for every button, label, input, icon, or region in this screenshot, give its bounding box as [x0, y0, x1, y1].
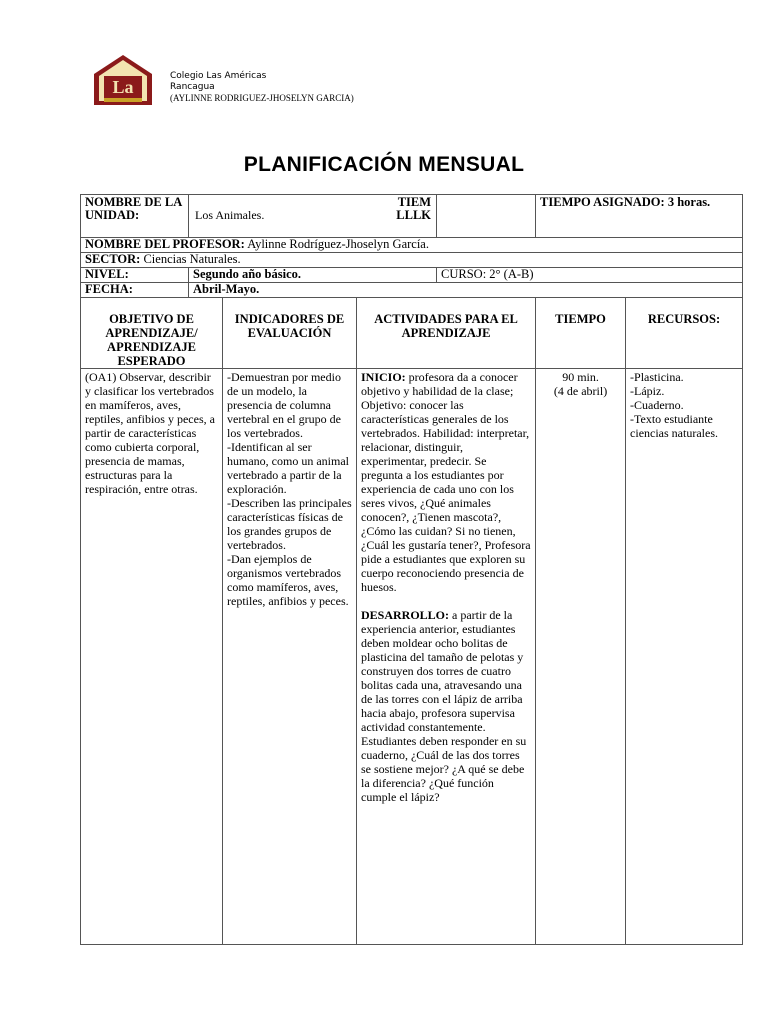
unit-label: NOMBRE DE LA UNIDAD:: [81, 195, 189, 238]
date-row: [81, 283, 743, 298]
page-title: PLANIFICACIÓN MENSUAL: [243, 153, 525, 176]
indicator-item: -Describen las principales características físicas de los grandes grupos de vertebrados.: [227, 496, 352, 552]
school-name: Colegio Las Américas: [170, 71, 267, 81]
unit-row: [81, 195, 743, 238]
resource-item: -Plasticina.: [630, 370, 684, 384]
activities-cell: [357, 369, 536, 945]
teacher-value: Aylinne Rodríguez-Jhoselyn García.: [247, 237, 429, 251]
time-cell: [536, 369, 626, 945]
date-label: FECHA:: [81, 283, 189, 298]
planning-table: [80, 194, 743, 945]
desarrollo-label: DESARROLLO:: [361, 608, 450, 622]
teacher-label: NOMBRE DEL PROFESOR:: [85, 237, 245, 251]
date-value: Abril-Mayo.: [189, 283, 743, 298]
col-time: TIEMPO: [536, 298, 626, 369]
time-assigned: TIEMPO ASIGNADO: 3 horas.: [536, 195, 743, 238]
column-header-row: [81, 298, 743, 369]
indicator-item: -Dan ejemplos de organismos vertebrados como mamíferos, aves, reptiles, anfibios y peces.: [227, 552, 349, 608]
col-objective: OBJETIVO DE APRENDIZAJE/ APRENDIZAJE ESPERADO: [81, 298, 223, 369]
school-info: [170, 71, 354, 104]
sector-row: [81, 253, 743, 268]
col-activities: ACTIVIDADES PARA EL APRENDIZAJE: [357, 298, 536, 369]
school-city: Rancagua: [170, 82, 215, 92]
teacher-row: [81, 238, 743, 253]
inicio-text: profesora da a conocer objetivo y habilidad de la clase; Objetivo: conocer las características generales de los vertebrados. Habilidad: interpretar, relacionar, distinguir, experimentar, predecir. Se pregunta a los estudiantes por experiencia de cada uno con los seres vivos, ¿Qué animales conocen?, ¿Tienen mascota?, ¿Cómo las cuidan? Si no tienen, ¿Cuál les gustaría tener?, Profesora pide a estudiantes que exploren su cuerpo reconociendo presencia de huesos.: [361, 370, 531, 594]
objective-cell: (OA1) Observar, describir y clasificar los vertebrados en mamíferos, aves, reptiles, anfibios y peces, a partir de características como cubierta corporal, presencia de mamas, estructuras para la respiración, entre otras.: [81, 369, 223, 945]
logo-text: La: [112, 77, 134, 97]
col-resources: RECURSOS:: [626, 298, 743, 369]
sector-value: Ciencias Naturales.: [143, 252, 241, 266]
resources-cell: [626, 369, 743, 945]
col-indicators: INDICADORES DE EVALUACIÓN: [223, 298, 357, 369]
resource-item: -Texto estudiante ciencias naturales.: [630, 412, 718, 440]
indicator-item: -Demuestran por medio de un modelo, la presencia de columna vertebral en el grupo de los vertebrados.: [227, 370, 341, 440]
school-logo: [92, 54, 154, 106]
unit-value: Los Animales.: [189, 195, 437, 238]
sector-label: SECTOR:: [85, 252, 141, 266]
resource-item: -Cuaderno.: [630, 398, 684, 412]
desarrollo-text: a partir de la experiencia anterior, estudiantes deben moldear ocho bolitas de plasticina del tamaño de pelotas y construyen dos torres de cuatro bolitas cada una, atravesando una de las torres con el lápiz de arriba hacia abajo, profesora supervisa actividad constantemente. Estudiantes deben responder en su cuaderno, ¿Cuál de las dos torres se sostiene mejor? ¿A qué se debe la diferencia? ¿Qué función cumple el lápiz?: [361, 608, 527, 804]
course-value: CURSO: 2° (A-B): [437, 268, 743, 283]
indicators-cell: [223, 369, 357, 945]
inicio-label: INICIO:: [361, 370, 406, 384]
resource-item: -Lápiz.: [630, 384, 665, 398]
content-row: [81, 369, 743, 945]
tiem-label: TIEM LLLK: [437, 195, 536, 238]
level-label: NIVEL:: [81, 268, 189, 283]
level-row: [81, 268, 743, 283]
indicator-item: -Identifican al ser humano, como un animal vertebrado a partir de la exploración.: [227, 440, 349, 496]
time-value: 90 min.: [562, 370, 599, 384]
time-date: (4 de abril): [553, 384, 608, 398]
level-value: Segundo año básico.: [189, 268, 437, 283]
authors: (AYLINNE RODRIGUEZ-JHOSELYN GARCIA): [170, 93, 354, 103]
